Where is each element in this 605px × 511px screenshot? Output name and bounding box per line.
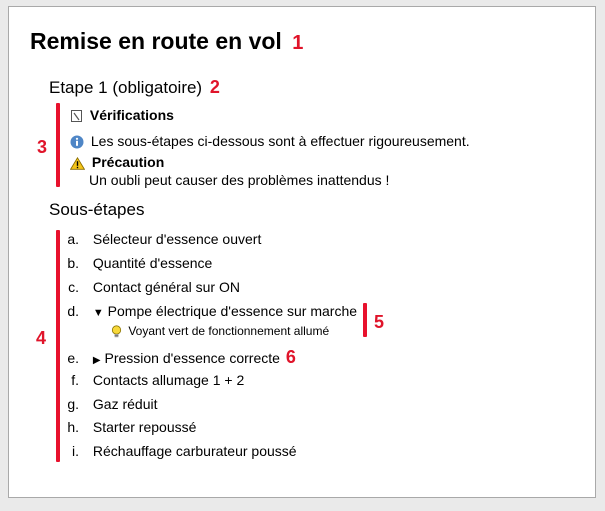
procedure-card [8,6,596,498]
marker-6: 6 [285,347,296,367]
list-item-collapsed [63,347,296,368]
caution-title-row [70,154,164,170]
list-item [63,231,261,247]
marker-4: 4 [36,328,47,348]
caret-down-icon: ▼ [92,307,104,319]
list-item [63,372,244,388]
item-label: Réchauffage carburateur poussé [92,443,297,459]
item-label: Gaz réduit [92,396,158,412]
item-label: Sélecteur d'essence ouvert [92,231,262,247]
page-title [30,28,303,55]
list-item [63,443,297,459]
marker-1: 1 [292,32,304,54]
page-title-text: Remise en route en vol [30,28,282,54]
item-d-detail-text: Voyant vert de fonctionnement allumé [128,324,330,338]
lightbulb-icon [111,325,122,339]
warning-icon [70,157,85,170]
item-letter: e. [67,350,79,366]
list-item [63,255,212,271]
item-label: Contacts allumage 1 + 2 [92,372,245,388]
marker-5-bar [363,303,367,337]
marker-2: 2 [209,77,220,97]
item-letter: d. [67,303,79,319]
item-label: Quantité d'essence [92,255,213,271]
checklist-icon [70,109,83,123]
list-item-expanded [63,303,357,319]
marker-4-bar [56,230,60,462]
marker-3-bar [56,103,60,187]
list-item [63,279,240,295]
item-label: Pompe électrique d'essence sur marche [107,303,358,319]
item-letter: g. [67,396,79,412]
marker-5: 5 [374,312,385,332]
info-text: Les sous-étapes ci-dessous sont à effectuer rigoureusement. [90,133,470,149]
item-label: Contact général sur ON [92,279,240,295]
list-item [63,419,196,435]
item-letter: i. [72,443,79,459]
substeps-heading: Sous-étapes [49,200,145,219]
collapse-toggle[interactable] [93,303,357,319]
step-heading [49,77,220,98]
caret-right-icon: ▶ [92,355,101,366]
info-row [70,133,470,149]
verification-label: Vérifications [89,107,174,123]
item-letter: c. [68,279,79,295]
info-icon [70,135,84,149]
item-d-detail [111,324,329,339]
item-letter: h. [67,419,79,435]
caution-text: Un oubli peut causer des problèmes inattendus ! [89,172,390,188]
item-letter: f. [71,372,79,388]
item-letter: b. [67,255,79,271]
expand-toggle[interactable] [93,350,284,366]
item-label: Pression d'essence correcte [104,350,280,366]
item-letter: a. [67,231,79,247]
marker-3: 3 [37,137,48,157]
step-heading-text: Etape 1 (obligatoire) [49,78,203,97]
item-label: Starter repoussé [92,419,197,435]
caution-label: Précaution [91,154,165,170]
list-item [63,396,157,412]
verification-row [70,107,174,123]
